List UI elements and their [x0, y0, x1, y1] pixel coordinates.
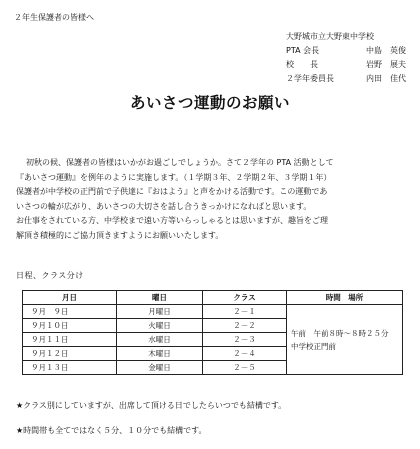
- schedule-table-wrap: [22, 290, 402, 372]
- cell-date: ９月１２日: [23, 347, 117, 361]
- cell-date: ９月 ９日: [23, 305, 117, 319]
- cell-day: 月曜日: [117, 305, 203, 319]
- column-header-date: 月日: [23, 291, 117, 305]
- cell-class: ２－５: [203, 361, 287, 375]
- body-line: お仕事をされている方、中学校まで遠い方等いらっしゃるとは思いますが、趣旨をご理: [16, 216, 328, 226]
- sender-role: PTA 会長: [286, 46, 320, 55]
- note-attendance: ★クラス別にしていますが、出席して頂ける日でしたらいつでも結構です。: [16, 401, 287, 410]
- sender-role: 校 長: [286, 60, 318, 69]
- cell-day: 火曜日: [117, 319, 203, 333]
- time-text: 午前 午前８時～８時２５分: [291, 328, 389, 338]
- column-header-class: クラス: [203, 291, 287, 305]
- cell-class: ２－１: [203, 305, 287, 319]
- cell-date: ９月１３日: [23, 361, 117, 375]
- table-header-row: [23, 291, 403, 305]
- sender-line-pta: [286, 44, 416, 58]
- cell-day: 金曜日: [117, 361, 203, 375]
- body-paragraph: [16, 156, 416, 244]
- cell-day: 水曜日: [117, 333, 203, 347]
- body-line: いさつの輪が広がり、あいさつの大切さを話し合うきっかけになればと思います。: [16, 201, 312, 211]
- table-row: [23, 305, 403, 319]
- schedule-heading: 日程、クラス分け: [16, 271, 84, 280]
- body-line: 『あいさつ運動』を例年のように実施します。（１学期３年、２学期２年、３学期１年）: [16, 172, 332, 182]
- cell-date: ９月１１日: [23, 333, 117, 347]
- body-line: 初秋の候、保護者の皆様はいかがお過ごしでしょうか。さて２学年の PTA 活動として: [26, 158, 334, 167]
- sender-block: [286, 30, 416, 86]
- sender-name: 中島 英俊: [366, 46, 406, 55]
- sender-line-committee: [286, 72, 416, 86]
- school-name: 大野城市立大野東中学校: [286, 32, 374, 41]
- sender-name: 岩野 展夫: [366, 60, 406, 69]
- document-title: あいさつ運動のお願い: [129, 94, 290, 112]
- place-text: 中学校正門前: [291, 341, 336, 351]
- cell-class: ２－４: [203, 347, 287, 361]
- note-time: ★時間帯も全てではなく５分、１０分でも結構です。: [16, 426, 207, 435]
- sender-role: ２学年委員長: [286, 74, 334, 83]
- cell-date: ９月１０日: [23, 319, 117, 333]
- column-header-day: 曜日: [117, 291, 203, 305]
- schedule-table: [22, 290, 403, 375]
- sender-school: [286, 30, 416, 44]
- cell-class: ２－２: [203, 319, 287, 333]
- cell-class: ２－３: [203, 333, 287, 347]
- column-header-time-place: 時間 場所: [287, 291, 403, 305]
- addressee-line: ２年生保護者の皆様へ: [14, 13, 94, 22]
- body-line: 解頂き積極的にご協力頂きますようにお願いいたします。: [16, 230, 224, 240]
- body-line: 保護者が中学校の正門前で子供達に『おはよう』と声をかける活動です。この運動であ: [16, 187, 328, 197]
- sender-line-principal: [286, 58, 416, 72]
- cell-day: 木曜日: [117, 347, 203, 361]
- cell-time-place: [287, 305, 403, 375]
- sender-name: 内田 佳代: [366, 74, 406, 83]
